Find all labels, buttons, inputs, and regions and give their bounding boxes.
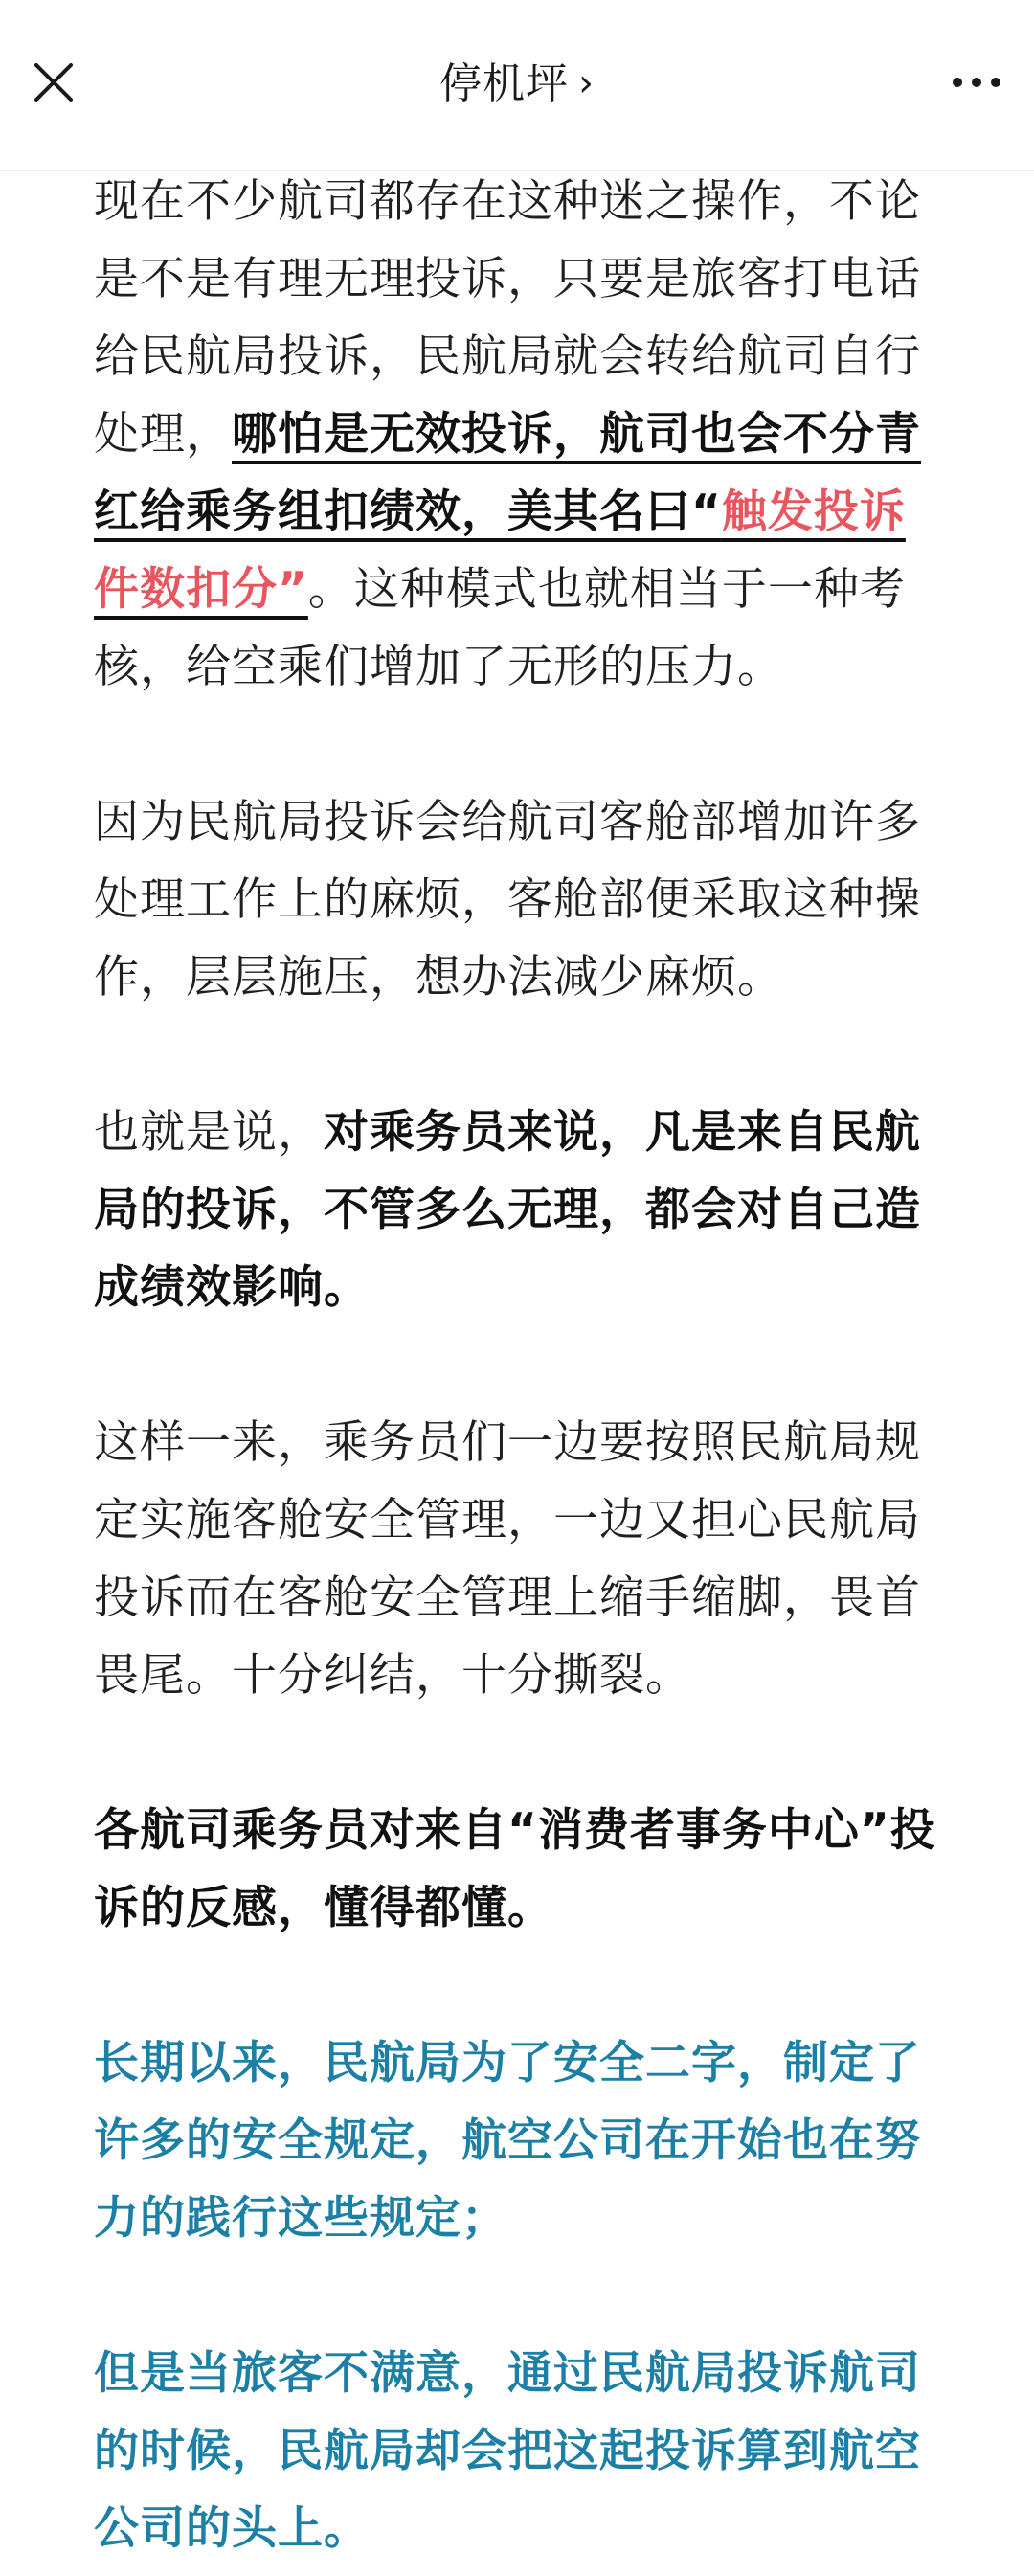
paragraph-7: 但是当旅客不满意，通过民航局投诉航司的时候，民航局却会把这起投诉算到航空公司的头上。 (94, 2347, 921, 2555)
chevron-right-icon: › (578, 61, 595, 105)
paragraph-1-close-quote: ” (278, 563, 308, 616)
page-title-link[interactable] (0, 56, 1034, 112)
top-navigation-bar (0, 0, 1034, 171)
paragraph-6: 长期以来，民航局为了安全二字，制定了许多的安全规定，航空公司在开始也在努力的践行这些规定； (94, 2037, 921, 2245)
paragraph-5: 各航司乘务员对来自“消费者事务中心”投诉的反感，懂得都懂。 (94, 1804, 936, 1934)
paragraph-1-ending: 。这种模式也就相当于一种考核，给空乘们增加了无形的压力。 (94, 563, 906, 693)
page-title: 停机坪 (439, 59, 569, 108)
paragraph-3-intro: 也就是说， (94, 1106, 324, 1159)
paragraph-1-intro: 现在不少航司都存在这种迷之操作，不论是不是有理无理投诉，只要是旅客打电话给民航局投诉，民航局就会转给航司自行处理， (94, 175, 921, 461)
paragraph-4: 这样一来，乘务员们一边要按照民航局规定实施客舱安全管理，一边又担心民航局投诉而在客舱安全管理上缩手缩脚，畏首畏尾。十分纠结，十分撕裂。 (94, 1416, 921, 1702)
paragraph-3 (94, 1094, 946, 1326)
paragraph-2: 因为民航局投诉会给航司客舱部增加许多处理工作上的麻烦，客舱部便采取这种操作，层层施压，想办法减少麻烦。 (94, 796, 921, 1004)
article-body (94, 163, 946, 2567)
paragraph-3-bold: 对乘务员来说，凡是来自民航局的投诉，不管多么无理，都会对自己造成绩效影响。 (94, 1106, 921, 1314)
paragraph-1 (94, 163, 946, 706)
paragraph-1-bold-text: 哪怕是无效投诉，航司也会不分青红给乘务组扣绩效，美其名曰“ (94, 408, 921, 538)
paragraph-1-red-highlight: 触发投诉件数扣分 (94, 486, 906, 616)
more-horizontal-icon[interactable] (948, 59, 1005, 105)
